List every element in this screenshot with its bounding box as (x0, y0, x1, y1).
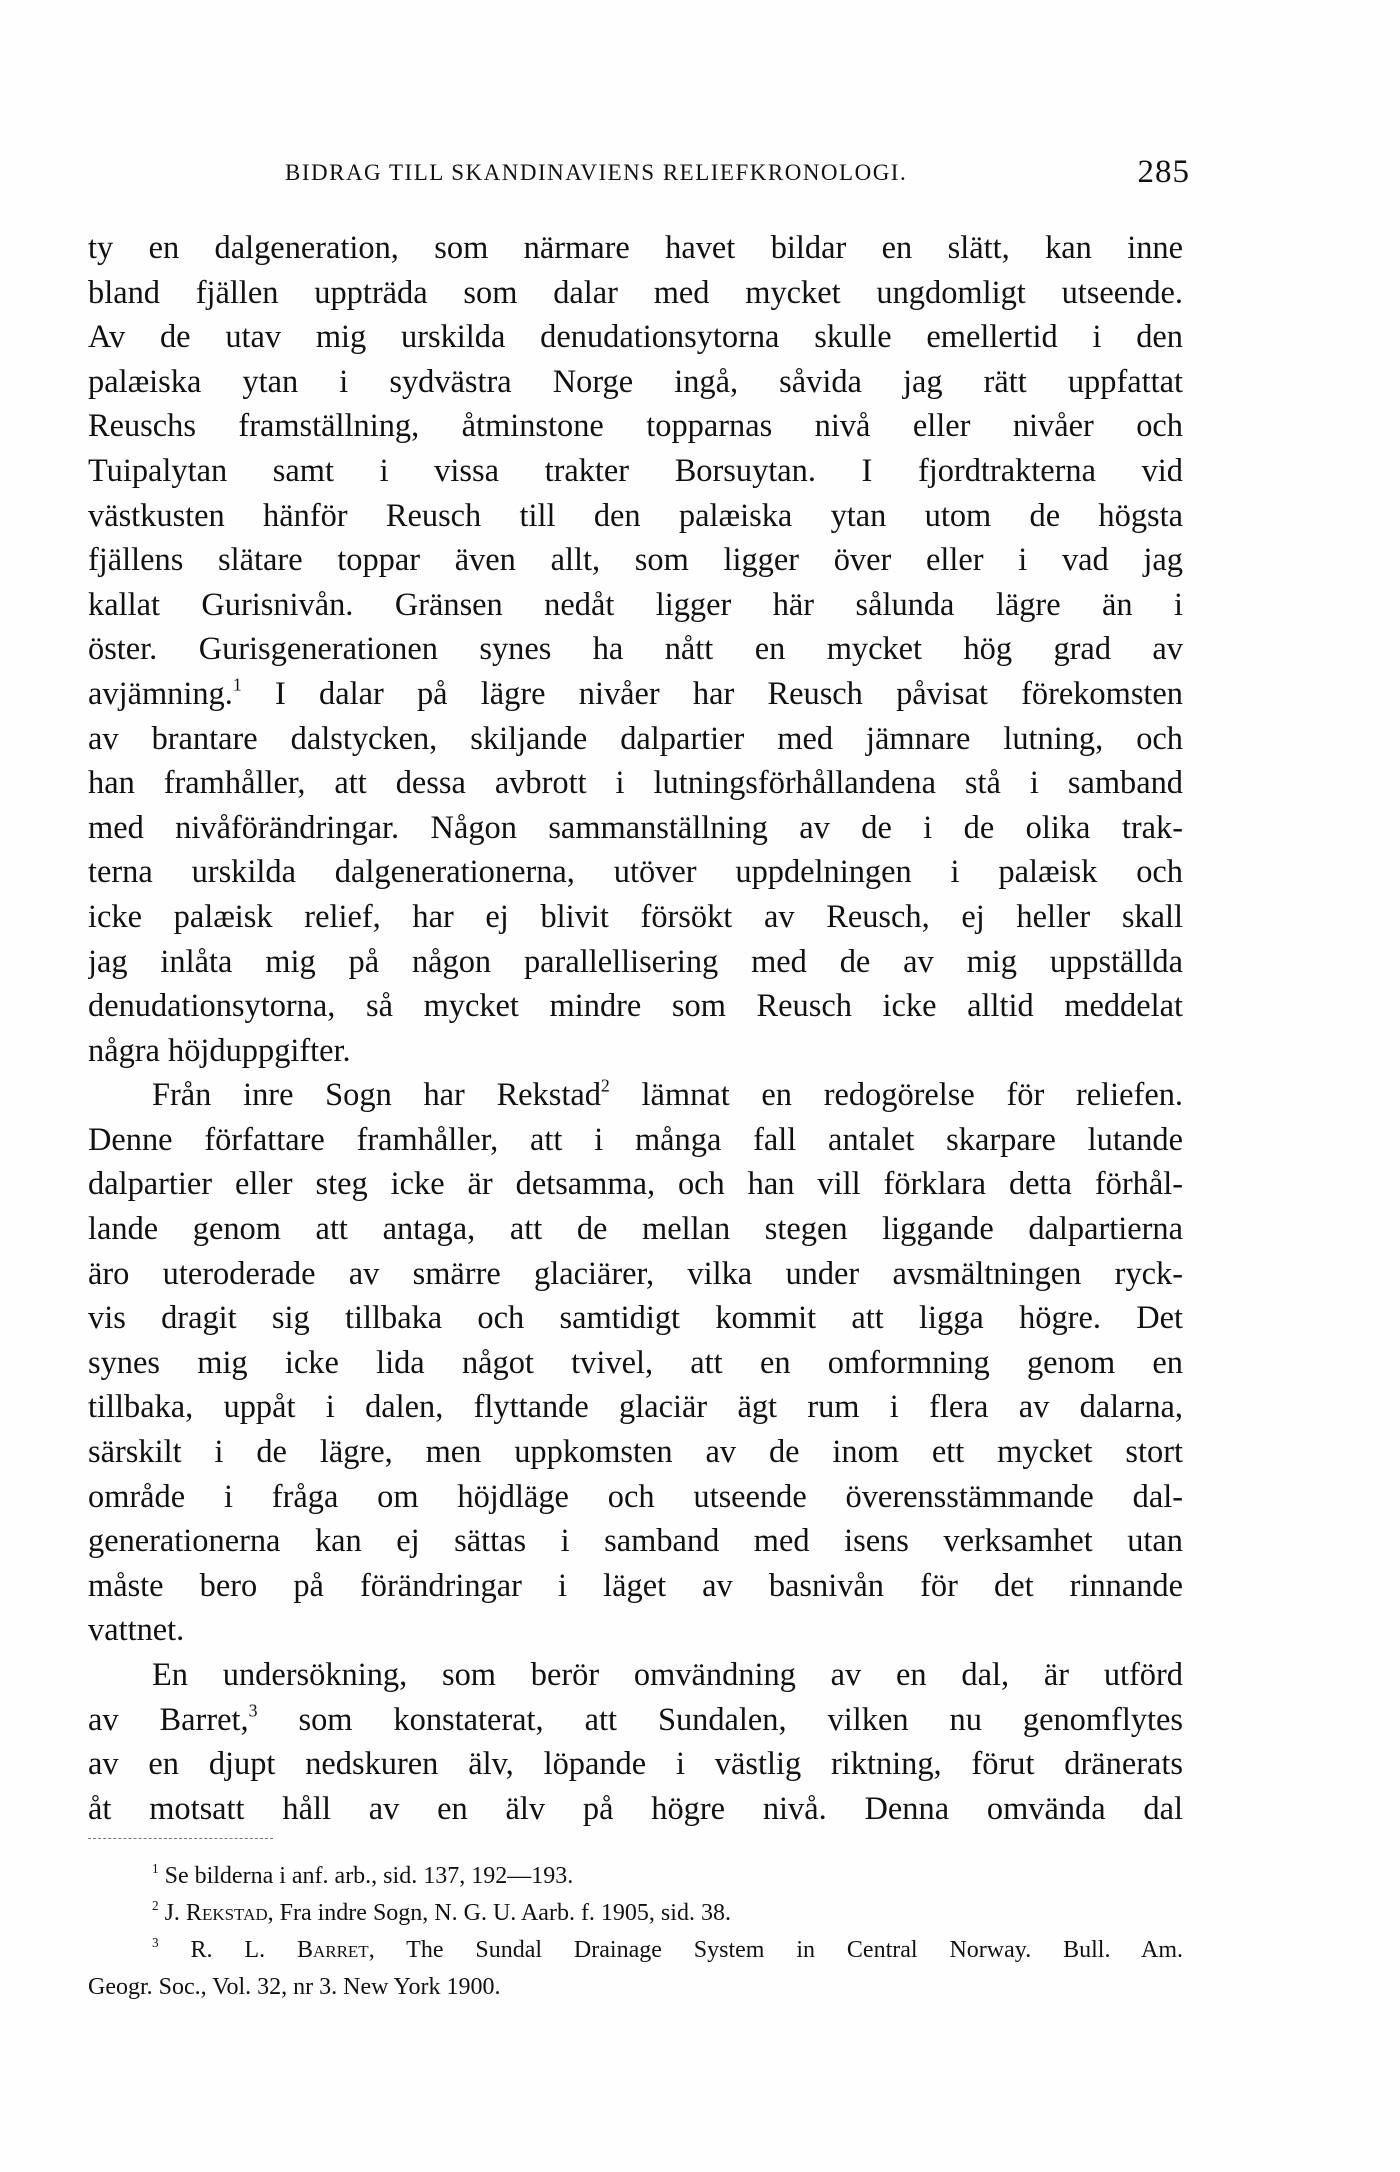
text-fragment: I dalar på lägre nivåer har Reusch påvisat förekomsten (241, 675, 1183, 712)
footnote-text: Se bilderna i anf. arb., sid. 137, 192—193. (164, 1863, 574, 1889)
footnote-3-continued: Geogr. Soc., Vol. 32, nr 3. New York 1900. (88, 1974, 501, 2000)
text-line: bland fjällen uppträda som dalar med mycket ungdomligt utseende. (88, 274, 1183, 311)
text-line: generationerna kan ej sättas i samband med isens verksamhet utan (88, 1523, 1183, 1560)
paragraph-1 (88, 226, 1183, 1073)
text-line: tillbaka, uppåt i dalen, flyttande glaciär ägt rum i flera av dalarna, (88, 1389, 1183, 1426)
footnote-separator (88, 1838, 273, 1839)
paragraph-2 (88, 1073, 1183, 1653)
page-number: 285 (1137, 154, 1190, 190)
text-line: vis dragit sig tillbaka och samtidigt kommit att ligga högre. Det (88, 1300, 1183, 1337)
footnote-ref-2: 2 (600, 1075, 610, 1096)
text-line: område i fråga om höjdläge och utseende överensstämmande dal- (88, 1478, 1183, 1515)
footnote-author: R. L. Barret (190, 1937, 369, 1963)
text-line: Av de utav mig urskilda denudationsytorna skulle emellertid i den (88, 319, 1183, 356)
text-line: några höjduppgifter. (88, 1032, 351, 1069)
text-line (88, 1698, 1183, 1743)
text-line: denudationsytorna, så mycket mindre som Reusch icke alltid meddelat (88, 988, 1183, 1025)
text-fragment: Från inre Sogn har Rekstad (152, 1077, 601, 1114)
footnote-mark: 2 (152, 1898, 159, 1914)
paragraph-3 (88, 1653, 1183, 1831)
text-line: kallat Gurisnivån. Gränsen nedåt ligger här sålunda lägre än i (88, 586, 1183, 623)
text-line: särskilt i de lägre, men uppkomsten av de inom ett mycket stort (88, 1434, 1183, 1471)
text-line (88, 672, 1183, 717)
text-line: palæiska ytan i sydvästra Norge ingå, såvida jag rätt uppfattat (88, 363, 1183, 400)
footnote-2 (88, 1895, 1183, 1932)
footnotes (88, 1858, 1183, 2006)
footnote-text: , The Sundal Drainage System in Central Norway. Bull. Am. (368, 1937, 1183, 1963)
text-line: av brantare dalstycken, skiljande dalpartier med jämnare lutning, och (88, 720, 1183, 757)
footnote-3 (88, 1932, 1183, 1969)
running-title: BIDRAG TILL SKANDINAVIENS RELIEFKRONOLOGI. (285, 160, 908, 185)
body-text (88, 226, 1183, 1831)
text-line: av en djupt nedskuren älv, löpande i västlig riktning, förut dränerats (88, 1746, 1183, 1783)
text-fragment: av Barret, (88, 1701, 249, 1738)
text-line: vattnet. (88, 1612, 185, 1649)
text-line: lande genom att antaga, att de mellan stegen liggande dalpartierna (88, 1211, 1183, 1248)
footnote-text: , Fra indre Sogn, N. G. U. Aarb. f. 1905, sid. 38. (267, 1900, 731, 1926)
text-line: åt motsatt håll av en älv på högre nivå. Denna omvända dal (88, 1790, 1183, 1827)
text-line (88, 1073, 1183, 1118)
text-line: Denne författare framhåller, att i många fall antalet skarpare lutande (88, 1121, 1183, 1158)
footnote-1 (88, 1858, 1183, 1895)
text-line: Reuschs framställning, åtminstone topparnas nivå eller nivåer och (88, 408, 1183, 445)
text-line: öster. Gurisgenerationen synes ha nått en mycket hög grad av (88, 631, 1183, 668)
text-line: dalpartier eller steg icke är detsamma, och han vill förklara detta förhål- (88, 1166, 1183, 1203)
footnote-ref-3: 3 (248, 1700, 258, 1721)
footnote-author: J. Rekstad (164, 1900, 268, 1926)
text-line: med nivåförändringar. Någon sammanställning av de i de olika trak- (88, 809, 1183, 846)
text-fragment: som konstaterat, att Sundalen, vilken nu genomflytes (257, 1701, 1183, 1738)
text-line: icke palæisk relief, har ej blivit försökt av Reusch, ej heller skall (88, 898, 1183, 935)
text-line: En undersökning, som berör omvändning av en dal, är utförd (152, 1657, 1183, 1693)
text-line: västkusten hänför Reusch till den palæiska ytan utom de högsta (88, 497, 1183, 534)
text-line: fjällens slätare toppar även allt, som ligger över eller i vad jag (88, 542, 1183, 579)
text-fragment: avjämning. (88, 675, 233, 712)
footnote-ref-1: 1 (232, 674, 242, 695)
footnote-mark: 3 (152, 1935, 159, 1951)
text-line: måste bero på förändringar i läget av basnivån för det rinnande (88, 1567, 1183, 1604)
text-fragment: lämnat en redogörelse för reliefen. (609, 1077, 1183, 1114)
text-line: synes mig icke lida något tvivel, att en omformning genom en (88, 1344, 1183, 1381)
running-header (285, 154, 1190, 200)
footnote-mark: 1 (152, 1861, 159, 1877)
text-line: jag inlåta mig på någon parallellisering med de av mig uppställda (88, 943, 1183, 980)
text-line: Tuipalytan samt i vissa trakter Borsuytan. I fjordtrakterna vid (88, 452, 1183, 489)
text-line: terna urskilda dalgenerationerna, utöver uppdelningen i palæisk och (88, 854, 1183, 891)
text-line: han framhåller, att dessa avbrott i lutningsförhållandena stå i samband (88, 765, 1183, 802)
text-line: äro uteroderade av smärre glaciärer, vilka under avsmältningen ryck- (88, 1255, 1183, 1292)
text-line: ty en dalgeneration, som närmare havet bildar en slätt, kan inne (88, 230, 1183, 266)
